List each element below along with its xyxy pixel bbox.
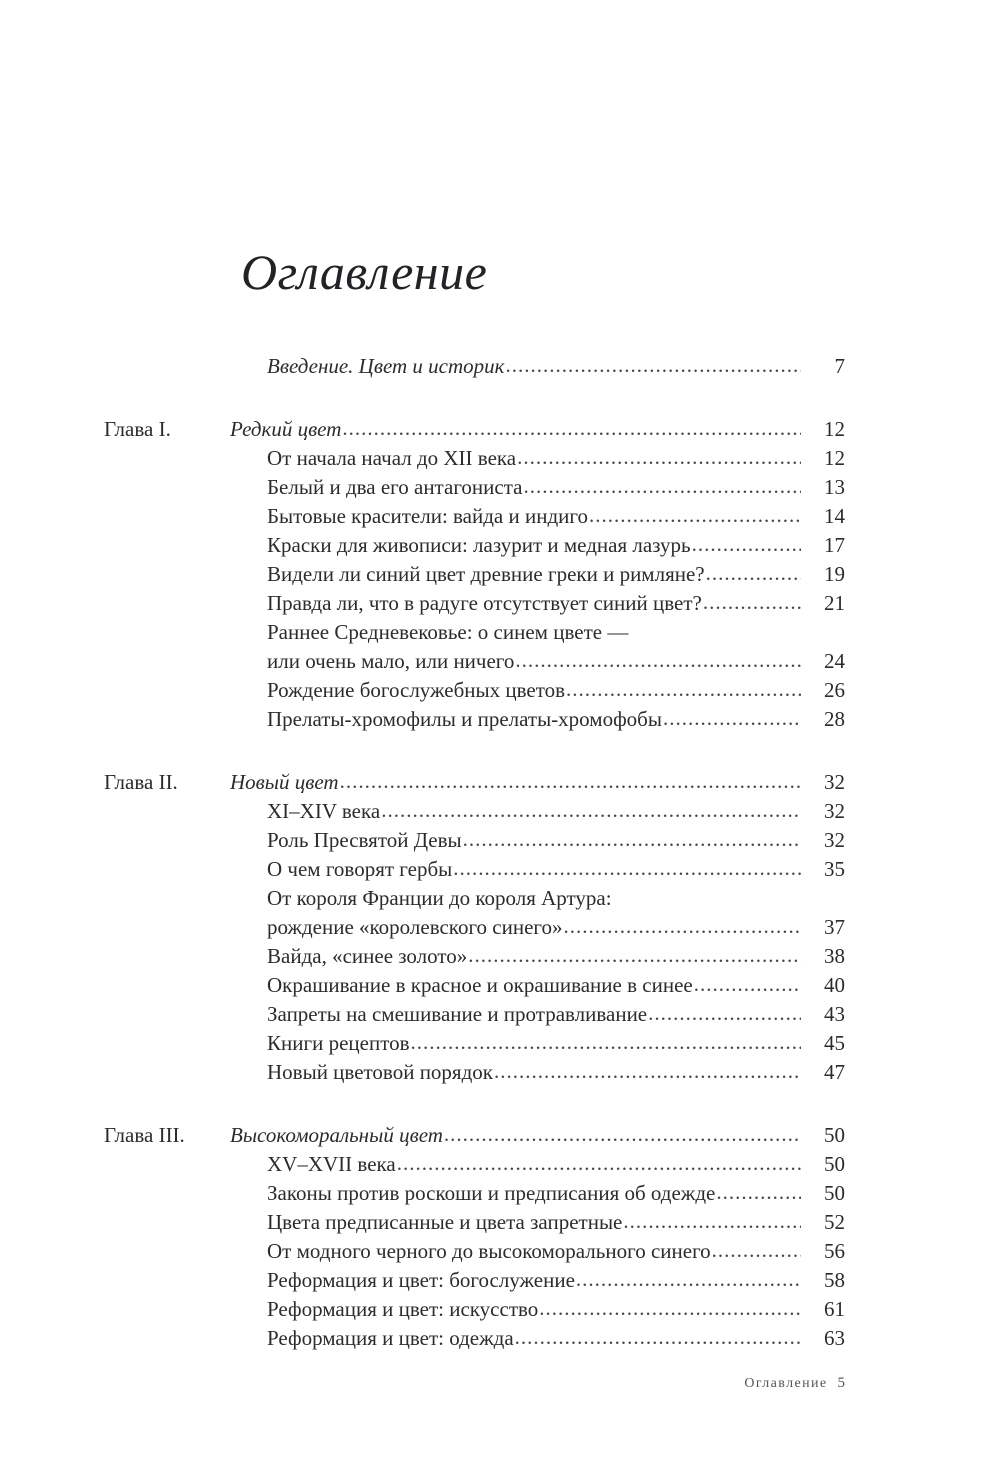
dot-leader: [381, 797, 801, 825]
entry-title-wrap: [230, 826, 801, 855]
toc-entry-row[interactable]: [0, 884, 1000, 913]
toc-entry-row[interactable]: [0, 1237, 1000, 1266]
entry-page-number: 61: [824, 1297, 845, 1321]
entry-page-number: 50: [824, 1152, 845, 1176]
entry-page-number: 13: [824, 475, 845, 499]
toc-entry-row[interactable]: [0, 705, 1000, 734]
dot-leader: [648, 1000, 801, 1028]
entry-page-number: 26: [824, 678, 845, 702]
dot-leader: [712, 1237, 801, 1265]
entry-title-wrap: [230, 768, 801, 797]
entry-title: О чем говорят гербы: [267, 857, 453, 881]
toc-entry-row[interactable]: [0, 1179, 1000, 1208]
entry-title: Запреты на смешивание и протравливание: [267, 1002, 648, 1026]
dot-leader: [576, 1266, 801, 1294]
entry-title-wrap: [230, 560, 801, 589]
toc-entry-row[interactable]: [0, 444, 1000, 473]
entry-page-number: 40: [824, 973, 845, 997]
page-footer: [0, 1375, 1000, 1392]
entry-title: От модного черного до высокоморального синего: [267, 1239, 711, 1263]
entry-title: Введение. Цвет и историк: [267, 354, 505, 378]
chapter-label: Глава I.: [104, 417, 171, 441]
entry-page-number: 52: [824, 1210, 845, 1234]
dot-leader: [515, 1324, 801, 1352]
entry-title-wrap: [230, 444, 801, 473]
entry-title: Вайда, «синее золото»: [267, 944, 468, 968]
entry-page-number: 12: [824, 446, 845, 470]
entry-title-wrap: [230, 1237, 801, 1266]
entry-title: Рождение богослужебных цветов: [267, 678, 566, 702]
chapter-label: Глава III.: [104, 1123, 185, 1147]
toc-group: [0, 352, 1000, 381]
entry-title: Новый цвет: [230, 770, 339, 794]
toc-entry-row[interactable]: [0, 473, 1000, 502]
dot-leader: [397, 1150, 801, 1178]
entry-title: или очень мало, или ничего: [267, 649, 515, 673]
entry-page-number: 28: [824, 707, 845, 731]
toc-entry-row[interactable]: [0, 1324, 1000, 1353]
toc-entry-row[interactable]: [0, 797, 1000, 826]
dot-leader: [411, 1029, 801, 1057]
entry-title-wrap: [230, 884, 801, 913]
entry-title: Редкий цвет: [230, 417, 342, 441]
dot-leader: [716, 1179, 801, 1207]
toc-entry-row[interactable]: [0, 942, 1000, 971]
toc-entry-row[interactable]: [0, 971, 1000, 1000]
dot-leader: [692, 531, 801, 559]
entry-title: Прелаты-хромофилы и прелаты-хромофобы: [267, 707, 662, 731]
dot-leader: [517, 444, 801, 472]
entry-title: Цвета предписанные и цвета запретные: [267, 1210, 623, 1234]
dot-leader: [539, 1295, 801, 1323]
toc-group: [0, 768, 1000, 1087]
entry-title-wrap: [230, 1121, 801, 1150]
dot-leader: [623, 1208, 801, 1236]
entry-title-wrap: [230, 676, 801, 705]
dot-leader: [564, 913, 802, 941]
toc-entry-row[interactable]: [0, 1029, 1000, 1058]
entry-title-wrap: [230, 797, 801, 826]
toc-entry-row[interactable]: [0, 647, 1000, 676]
footer-page-number: 5: [837, 1375, 845, 1391]
entry-page-number: 17: [824, 533, 845, 557]
entry-title-wrap: [230, 618, 801, 647]
entry-title-wrap: [230, 1208, 801, 1237]
entry-page-number: 56: [824, 1239, 845, 1263]
dot-leader: [523, 473, 801, 501]
entry-page-number: 7: [834, 354, 845, 378]
toc-entry-row[interactable]: [0, 352, 1000, 381]
entry-page-number: 14: [824, 504, 845, 528]
dot-leader: [463, 826, 801, 854]
entry-title: Раннее Средневековье: о синем цвете —: [267, 620, 629, 644]
toc-entry-row[interactable]: [0, 1266, 1000, 1295]
entry-page-number: 21: [824, 591, 845, 615]
entry-title: От начала начал до XII века: [267, 446, 517, 470]
toc-entry-row[interactable]: [0, 531, 1000, 560]
table-of-contents: [0, 352, 1000, 1353]
entry-page-number: 58: [824, 1268, 845, 1292]
entry-title: Правда ли, что в радуге отсутствует синий цвет?: [267, 591, 702, 615]
dot-leader: [566, 676, 801, 704]
entry-title-wrap: [230, 1266, 801, 1295]
dot-leader: [340, 768, 801, 796]
entry-title: Белый и два его антагониста: [267, 475, 523, 499]
entry-title: XI–XIV века: [267, 799, 381, 823]
dot-leader: [703, 589, 801, 617]
chapter-label: Глава II.: [104, 770, 178, 794]
entry-title-wrap: [230, 855, 801, 884]
toc-entry-row[interactable]: [0, 502, 1000, 531]
entry-title-wrap: [230, 1000, 801, 1029]
entry-title: XV–XVII века: [267, 1152, 396, 1176]
entry-page-number: 50: [824, 1181, 845, 1205]
entry-page-number: 19: [824, 562, 845, 586]
entry-title: Новый цветовой порядок: [267, 1060, 493, 1084]
entry-title-wrap: [230, 415, 801, 444]
entry-page-number: 47: [824, 1060, 845, 1084]
entry-title: Реформация и цвет: одежда: [267, 1326, 514, 1350]
toc-chapter-row[interactable]: [0, 768, 1000, 797]
entry-title-wrap: [230, 1295, 801, 1324]
entry-title: Высокоморальный цвет: [230, 1123, 443, 1147]
dot-leader: [505, 352, 801, 380]
dot-leader: [342, 415, 801, 443]
entry-title-wrap: [230, 971, 801, 1000]
entry-title: рождение «королевского синего»: [267, 915, 563, 939]
toc-entry-row[interactable]: [0, 1000, 1000, 1029]
entry-title-wrap: [230, 1324, 801, 1353]
toc-entry-row[interactable]: [0, 855, 1000, 884]
entry-page-number: 37: [824, 915, 845, 939]
entry-title: Законы против роскоши и предписания об одежде: [267, 1181, 716, 1205]
dot-leader: [515, 647, 801, 675]
entry-title-wrap: [230, 1179, 801, 1208]
entry-title: Роль Пресвятой Девы: [267, 828, 462, 852]
entry-page-number: 45: [824, 1031, 845, 1055]
entry-title-wrap: [230, 1029, 801, 1058]
toc-entry-row[interactable]: [0, 1208, 1000, 1237]
dot-leader: [706, 560, 801, 588]
entry-page-number: 35: [824, 857, 845, 881]
entry-title-wrap: [230, 913, 801, 942]
entry-title-wrap: [230, 589, 801, 618]
dot-leader: [694, 971, 801, 999]
toc-entry-row[interactable]: [0, 589, 1000, 618]
dot-leader: [663, 705, 801, 733]
toc-entry-row[interactable]: [0, 1150, 1000, 1179]
entry-title: Бытовые красители: вайда и индиго: [267, 504, 588, 528]
entry-title: Книги рецептов: [267, 1031, 410, 1055]
entry-page-number: 38: [824, 944, 845, 968]
entry-page-number: 63: [824, 1326, 845, 1350]
entry-title: Окрашивание в красное и окрашивание в синее: [267, 973, 693, 997]
toc-entry-row[interactable]: [0, 1058, 1000, 1087]
toc-group: [0, 1121, 1000, 1353]
toc-entry-row[interactable]: [0, 913, 1000, 942]
toc-entry-row[interactable]: [0, 618, 1000, 647]
entry-title-wrap: [230, 473, 801, 502]
entry-title-wrap: [230, 502, 801, 531]
entry-title-wrap: [230, 1058, 801, 1087]
entry-page-number: 50: [824, 1123, 845, 1147]
page-title: Оглавление: [241, 244, 488, 300]
entry-title-wrap: [230, 1150, 801, 1179]
entry-page-number: 12: [824, 417, 845, 441]
entry-page-number: 43: [824, 1002, 845, 1026]
entry-title: Видели ли синий цвет древние греки и римляне?: [267, 562, 705, 586]
toc-entry-row[interactable]: [0, 560, 1000, 589]
toc-group: [0, 415, 1000, 734]
toc-chapter-row[interactable]: [0, 415, 1000, 444]
dot-leader: [494, 1058, 801, 1086]
entry-title: Реформация и цвет: богослужение: [267, 1268, 575, 1292]
entry-page-number: 32: [824, 828, 845, 852]
entry-title: Реформация и цвет: искусство: [267, 1297, 539, 1321]
entry-title-wrap: [230, 705, 801, 734]
entry-page-number: 24: [824, 649, 845, 673]
dot-leader: [444, 1121, 801, 1149]
toc-chapter-row[interactable]: [0, 1121, 1000, 1150]
toc-entry-row[interactable]: [0, 676, 1000, 705]
entry-page-number: 32: [824, 799, 845, 823]
entry-title-wrap: [230, 352, 801, 381]
entry-title-wrap: [230, 531, 801, 560]
entry-title-wrap: [230, 942, 801, 971]
toc-entry-row[interactable]: [0, 826, 1000, 855]
entry-title: От короля Франции до короля Артура:: [267, 886, 612, 910]
entry-title-wrap: [230, 647, 801, 676]
entry-page-number: 32: [824, 770, 845, 794]
dot-leader: [589, 502, 801, 530]
entry-title: Краски для живописи: лазурит и медная лазурь: [267, 533, 691, 557]
toc-entry-row[interactable]: [0, 1295, 1000, 1324]
dot-leader: [453, 855, 801, 883]
footer-label: Оглавление: [744, 1376, 828, 1391]
dot-leader: [468, 942, 801, 970]
